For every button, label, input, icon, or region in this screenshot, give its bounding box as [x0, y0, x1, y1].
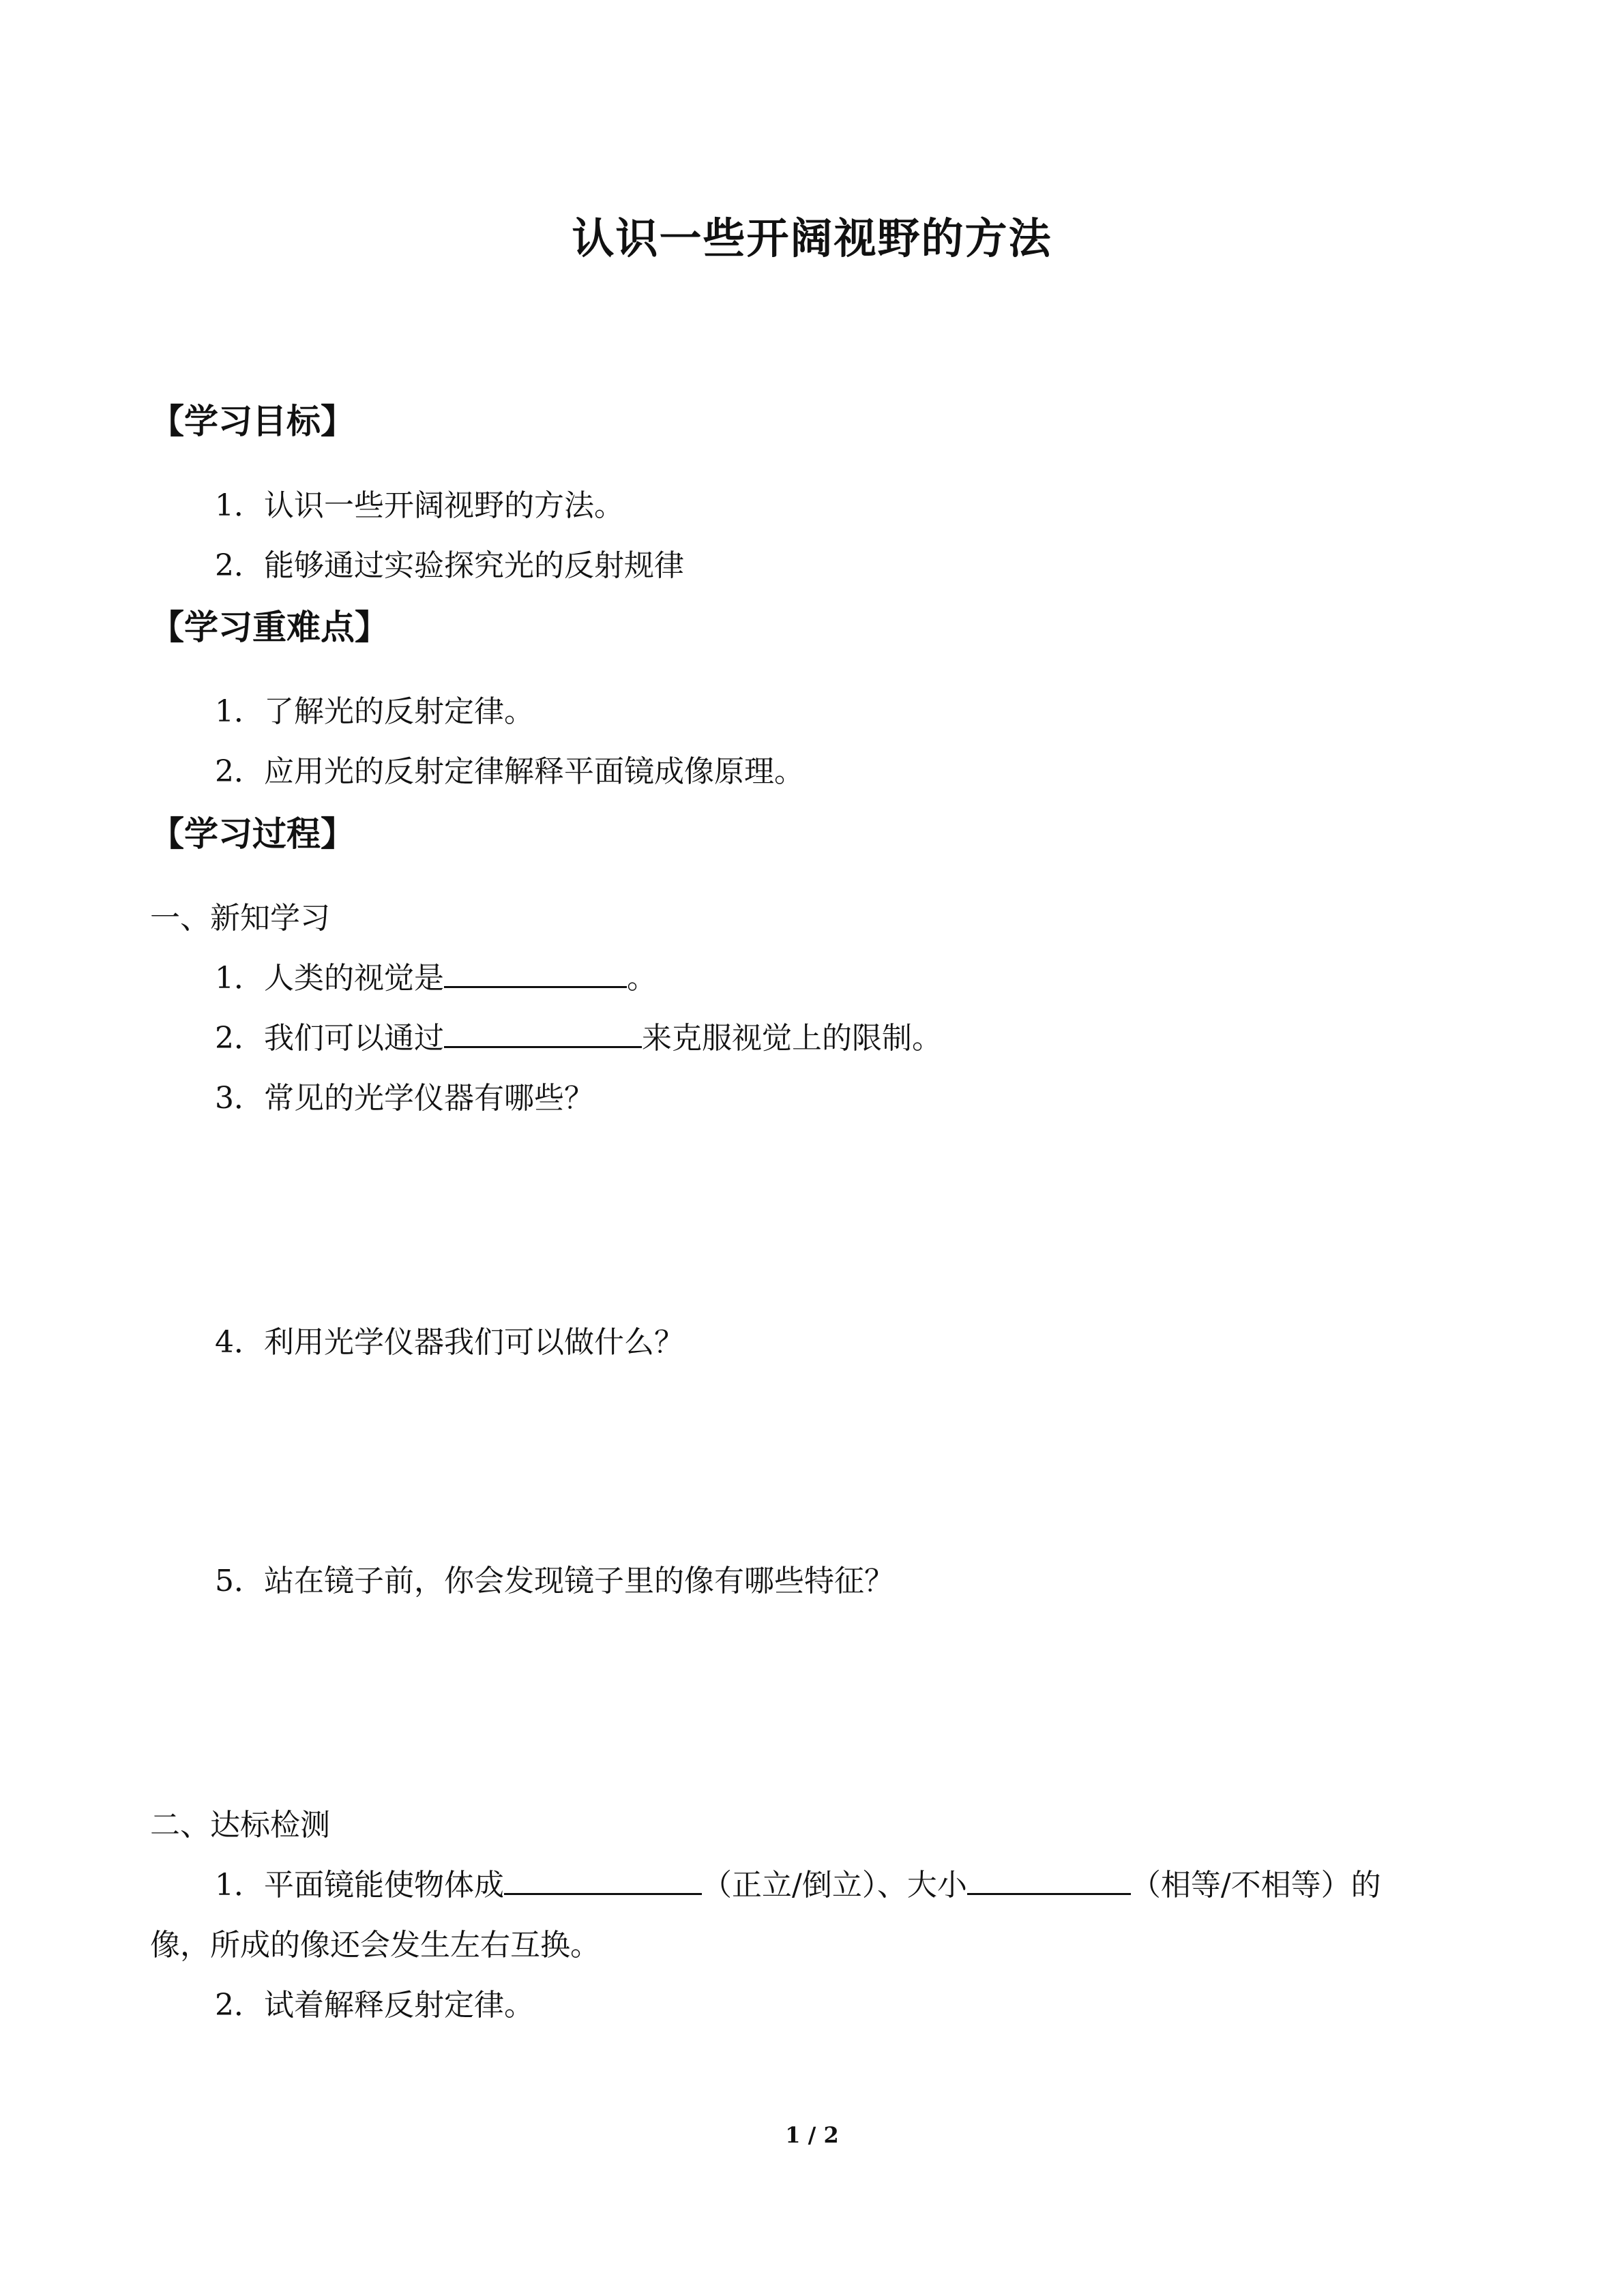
page-title: 认识一些开阔视野的方法 [572, 213, 1052, 263]
check-question-1 [215, 1860, 1381, 1904]
answer-blank[interactable] [967, 1863, 1131, 1895]
check-question-2: 2．试着解释反射定律。 [215, 1988, 534, 2023]
question-2 [215, 1013, 942, 1057]
keypoint-item: 1．了解光的反射定律。 [215, 694, 534, 729]
part1-heading: 一、新知学习 [150, 901, 330, 936]
check-question-1-after: （相等/不相等）的 [1130, 1868, 1381, 1903]
check-question-1-text: 1．平面镜能使物体成 [215, 1868, 504, 1903]
question-2-suffix: 来克服视觉上的限制。 [642, 1021, 942, 1056]
question-1-text: 1．人类的视觉是 [215, 961, 444, 996]
question-2-text: 2．我们可以通过 [215, 1021, 444, 1056]
answer-blank[interactable] [504, 1863, 702, 1895]
check-question-1-line2: 像，所成的像还会发生左右互换。 [150, 1928, 600, 1963]
question-3: 3．常见的光学仪器有哪些？ [215, 1081, 594, 1116]
page-number: 1 / 2 [785, 2122, 839, 2148]
question-4: 4．利用光学仪器我们可以做什么？ [215, 1325, 684, 1360]
answer-blank[interactable] [444, 1016, 642, 1048]
process-heading: 【学习过程】 [150, 814, 355, 854]
question-5: 5．站在镜子前，你会发现镜子里的像有哪些特征？ [215, 1564, 894, 1598]
question-1-suffix: 。 [627, 961, 657, 996]
keypoint-item: 2．应用光的反射定律解释平面镜成像原理。 [215, 754, 804, 789]
part2-heading: 二、达标检测 [150, 1808, 330, 1843]
goals-heading: 【学习目标】 [150, 401, 355, 441]
keypoints-heading: 【学习重难点】 [150, 607, 389, 647]
goal-item: 2．能够通过实验探究光的反射规律 [215, 548, 684, 583]
question-1 [215, 953, 657, 997]
goal-item: 1．认识一些开阔视野的方法。 [215, 488, 624, 523]
answer-blank[interactable] [444, 956, 627, 988]
check-question-1-middle: （正立/倒立）、大小 [702, 1868, 967, 1903]
